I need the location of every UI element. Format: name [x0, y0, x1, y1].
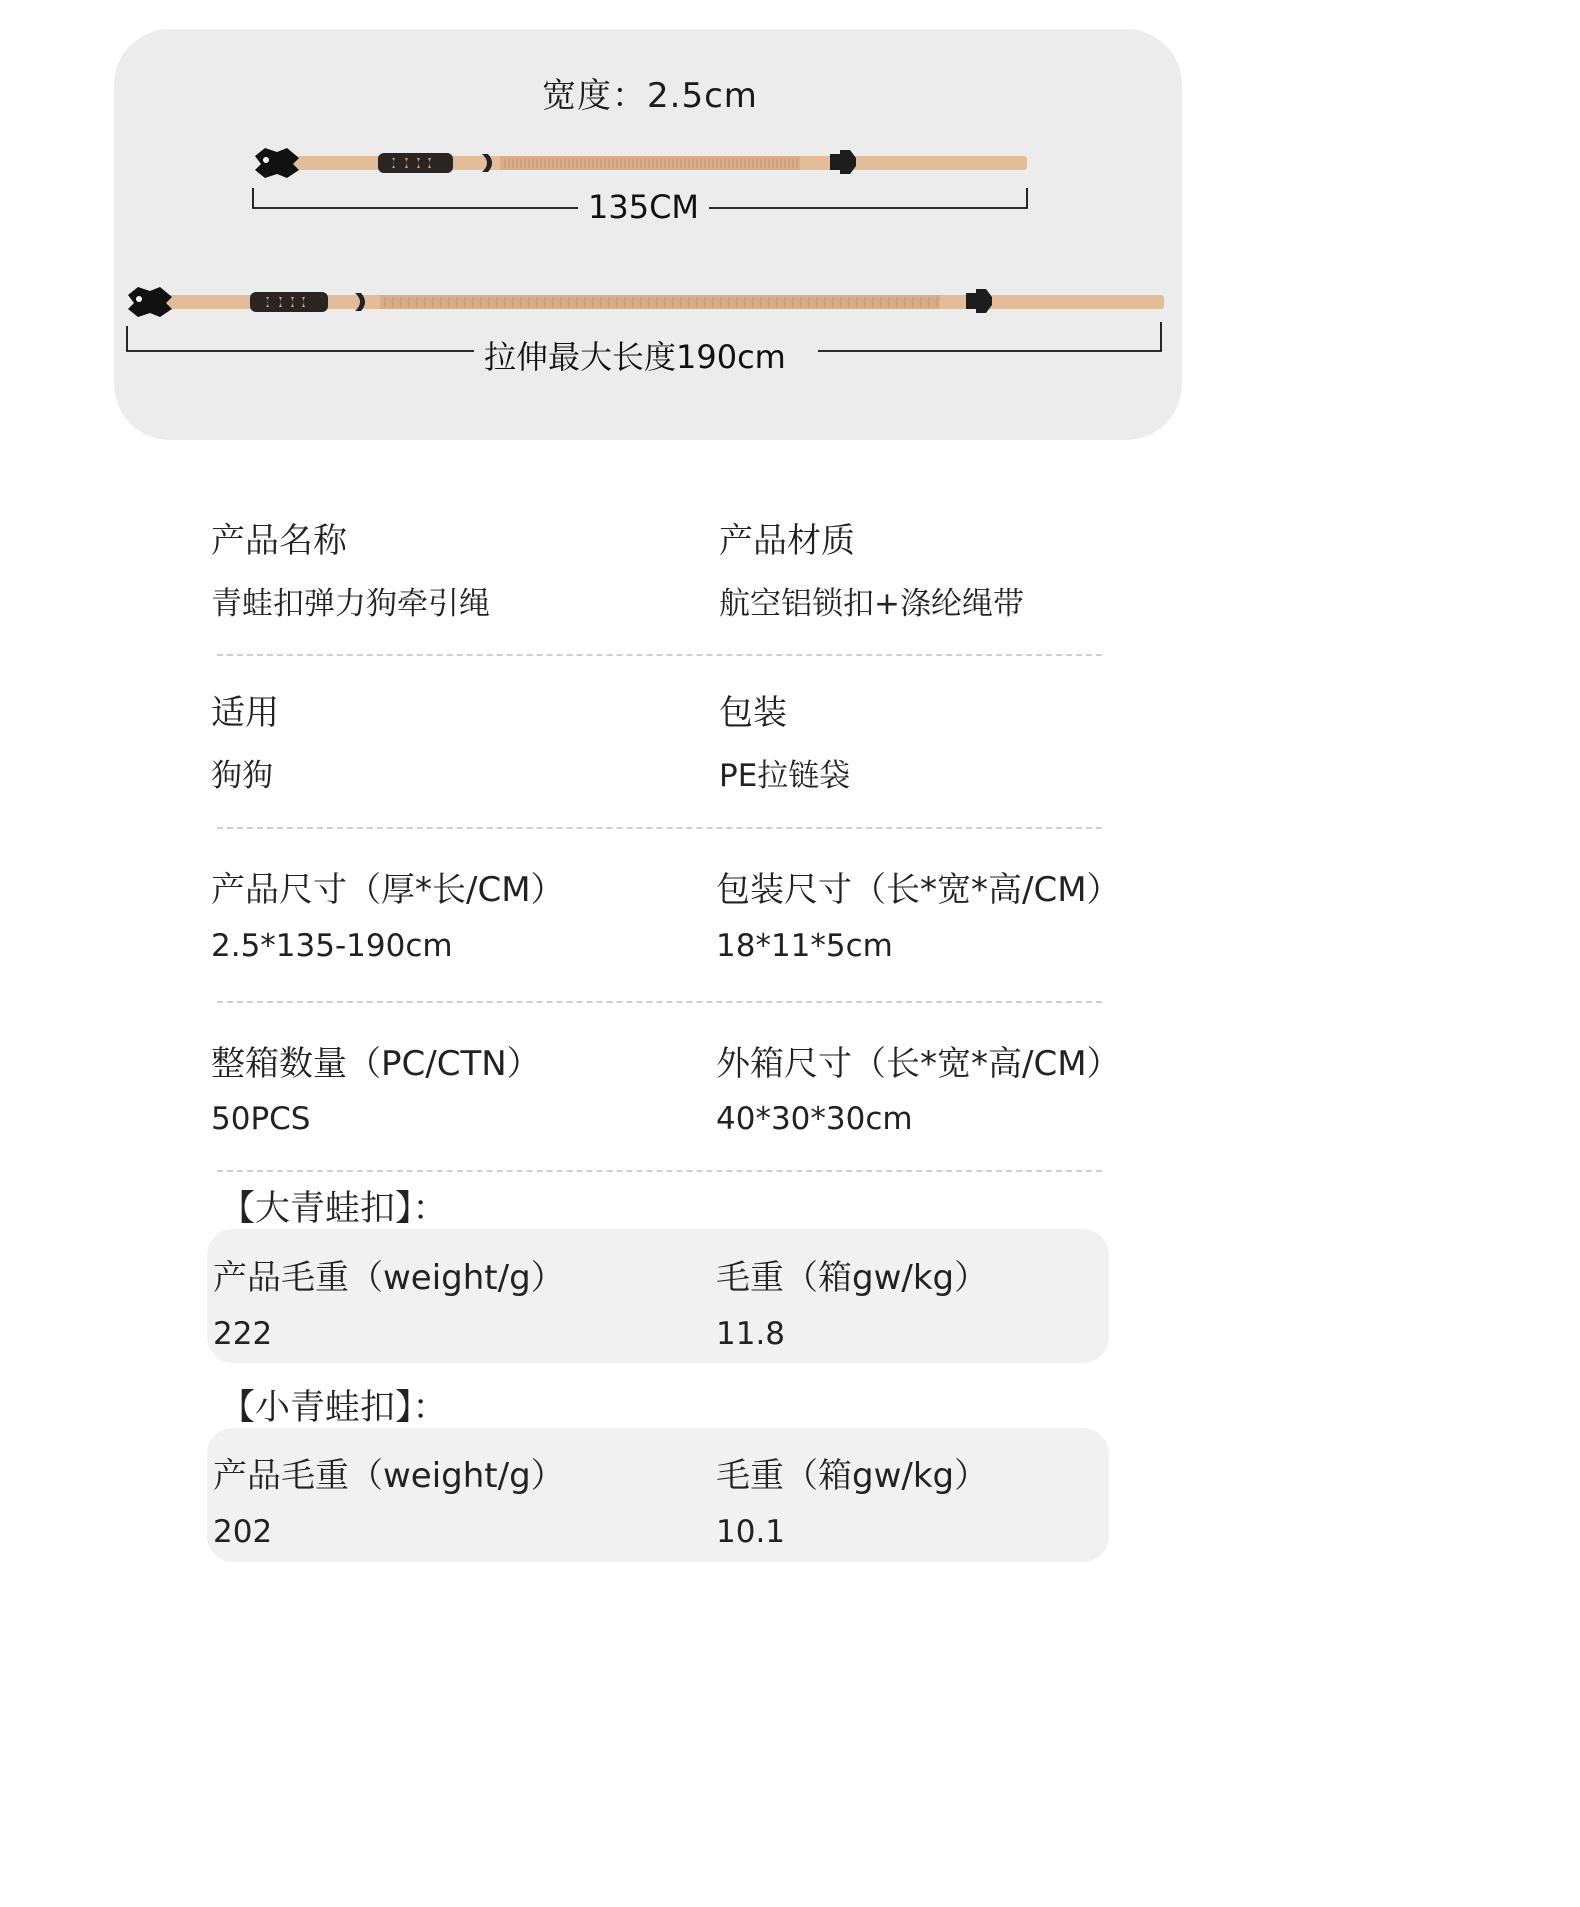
- net-weight-value: 222: [213, 1316, 273, 1352]
- spec-label-product-name: 产品名称: [211, 521, 347, 561]
- long-handle: [250, 292, 328, 312]
- gross-weight-label: 毛重（箱gw/kg）: [716, 1456, 989, 1496]
- spec-value-material: 航空铝锁扣+涤纶绳带: [719, 586, 1024, 622]
- spec-label-material: 产品材质: [719, 521, 855, 561]
- net-weight-label: 产品毛重（weight/g）: [213, 1456, 565, 1496]
- spec-label-package-size: 包装尺寸（长*宽*高/CM）: [716, 870, 1121, 910]
- spec-label-carton-size: 外箱尺寸（长*宽*高/CM）: [716, 1044, 1121, 1084]
- short-handle: [378, 153, 453, 173]
- gross-weight-value: 11.8: [716, 1316, 786, 1352]
- divider: [217, 654, 1102, 656]
- spec-label-packaging: 包装: [719, 693, 787, 733]
- spec-label-suitable: 适用: [211, 693, 279, 733]
- spec-value-packaging: PE拉链袋: [719, 758, 851, 794]
- spec-label-product-size: 产品尺寸（厚*长/CM）: [211, 870, 565, 910]
- divider: [217, 1170, 1102, 1172]
- spec-value-product-size: 2.5*135-190cm: [211, 928, 453, 964]
- spec-value-carton-qty: 50PCS: [211, 1101, 311, 1137]
- spec-value-product-name: 青蛙扣弹力狗牵引绳: [211, 586, 490, 622]
- spec-label-carton-qty: 整箱数量（PC/CTN）: [211, 1044, 541, 1084]
- group-title-large-clip: 【大青蛙扣】：: [220, 1189, 448, 1229]
- net-weight-label: 产品毛重（weight/g）: [213, 1258, 565, 1298]
- short-length-label: 135CM: [578, 188, 709, 226]
- gross-weight-value: 10.1: [716, 1514, 786, 1550]
- group-title-small-clip: 【小青蛙扣】：: [220, 1388, 448, 1428]
- short-frog-clip-icon: [255, 148, 299, 178]
- spec-value-package-size: 18*11*5cm: [716, 928, 893, 964]
- long-frog-clip-icon: [128, 287, 172, 317]
- spec-value-carton-size: 40*30*30cm: [716, 1101, 913, 1137]
- max-length-label: 拉伸最大长度190cm: [474, 332, 796, 378]
- spec-value-suitable: 狗狗: [211, 758, 273, 794]
- net-weight-value: 202: [213, 1514, 273, 1550]
- width-label: 宽度：2.5cm: [542, 76, 758, 116]
- long-buckle: [966, 289, 992, 313]
- divider: [217, 827, 1102, 829]
- gross-weight-label: 毛重（箱gw/kg）: [716, 1258, 989, 1298]
- short-buckle: [830, 150, 856, 174]
- divider: [217, 1001, 1102, 1003]
